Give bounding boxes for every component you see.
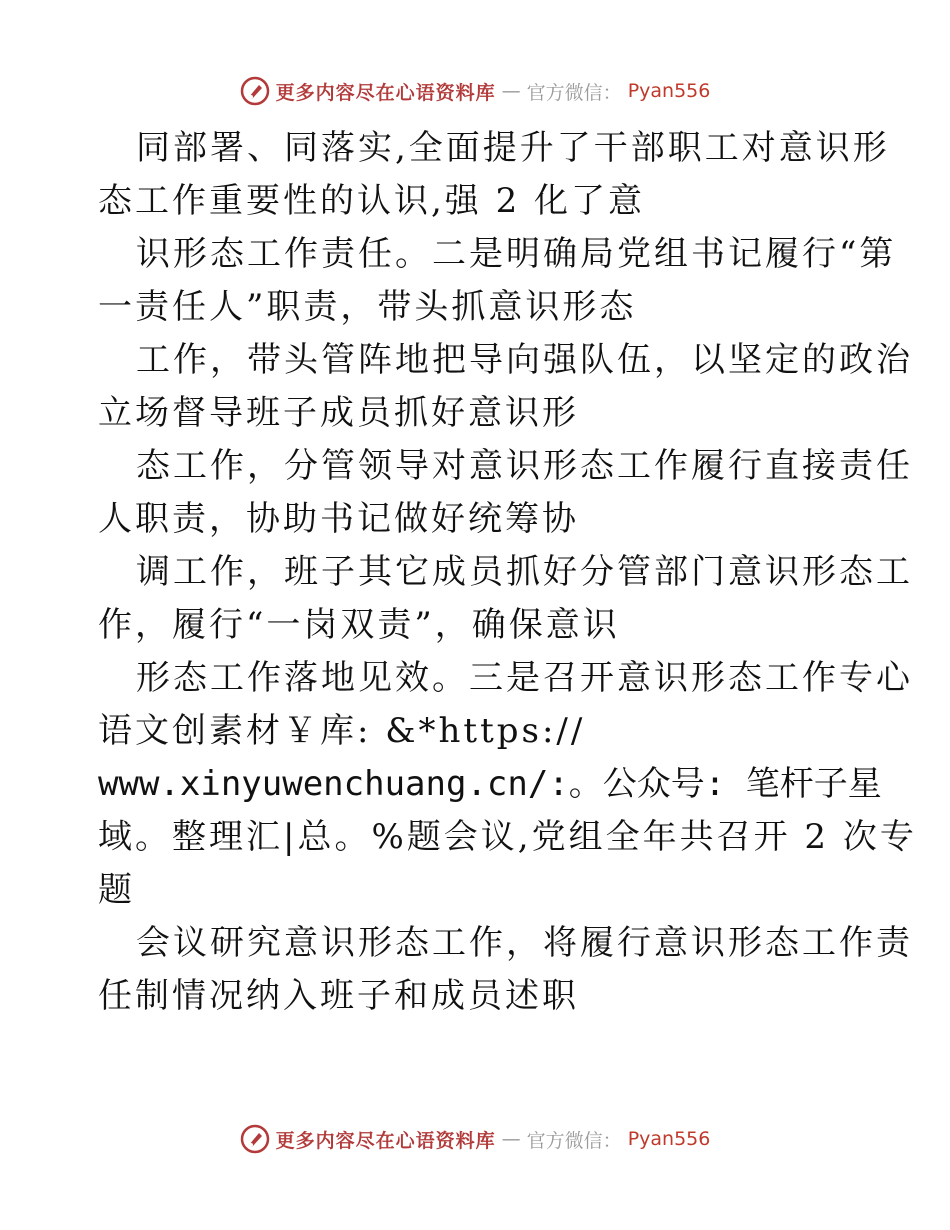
watermark-label: 官方微信： bbox=[526, 1129, 622, 1152]
text-line: 态工作重要性的认识,强 2 化了意 bbox=[98, 181, 646, 221]
watermark-text: 更多内容尽在心语资料库 bbox=[275, 1129, 496, 1152]
watermark-separator: — bbox=[501, 80, 521, 102]
text-line: 一责任人”职责，带头抓意识形态 bbox=[98, 287, 637, 327]
watermark-id: Pyan556 bbox=[627, 80, 711, 102]
header-watermark bbox=[0, 76, 950, 106]
text-line: 立场督导班子成员抓好意识形 bbox=[98, 393, 579, 433]
pen-nib-circle-icon bbox=[240, 1124, 270, 1154]
watermark-id: Pyan556 bbox=[627, 1128, 711, 1150]
watermark-separator: — bbox=[501, 1128, 521, 1150]
text-line: 同部署、同落实,全面提升了干部职工对意识形 bbox=[136, 128, 890, 168]
watermark-label: 官方微信： bbox=[526, 81, 622, 104]
text-line: 识形态工作责任。二是明确局党组书记履行“第 bbox=[136, 234, 897, 274]
text-line: 任制情况纳入班子和成员述职 bbox=[98, 976, 579, 1016]
text-line: 会议研究意识形态工作，将履行意识形态工作责 bbox=[136, 923, 913, 963]
watermark-text: 更多内容尽在心语资料库 bbox=[275, 81, 496, 104]
text-line: 形态工作落地见效。三是召开意识形态工作专心 bbox=[136, 658, 913, 698]
pen-nib-circle-icon bbox=[240, 76, 270, 106]
text-line: 人职责，协助书记做好统筹协 bbox=[98, 499, 579, 539]
text-line: 调工作，班子其它成员抓好分管部门意识形态工 bbox=[136, 552, 913, 592]
text-line: 工作，带头管阵地把导向强队伍，以坚定的政治 bbox=[136, 340, 913, 380]
text-line: 语文创素材￥库: &*https:// bbox=[98, 711, 586, 751]
text-line: 作，履行“一岗双责”，确保意识 bbox=[98, 605, 620, 645]
footer-watermark bbox=[0, 1124, 950, 1154]
text-line-url: www.xinyuwenchuang.cn/:。公众号: 笔杆子星 bbox=[98, 764, 882, 804]
text-line: 题 bbox=[98, 870, 135, 910]
text-line: 态工作，分管领导对意识形态工作履行直接责任 bbox=[136, 446, 913, 486]
document-body bbox=[98, 122, 917, 1023]
text-line: 域。整理汇|总。%题会议,党组全年共召开 2 次专 bbox=[98, 817, 917, 857]
